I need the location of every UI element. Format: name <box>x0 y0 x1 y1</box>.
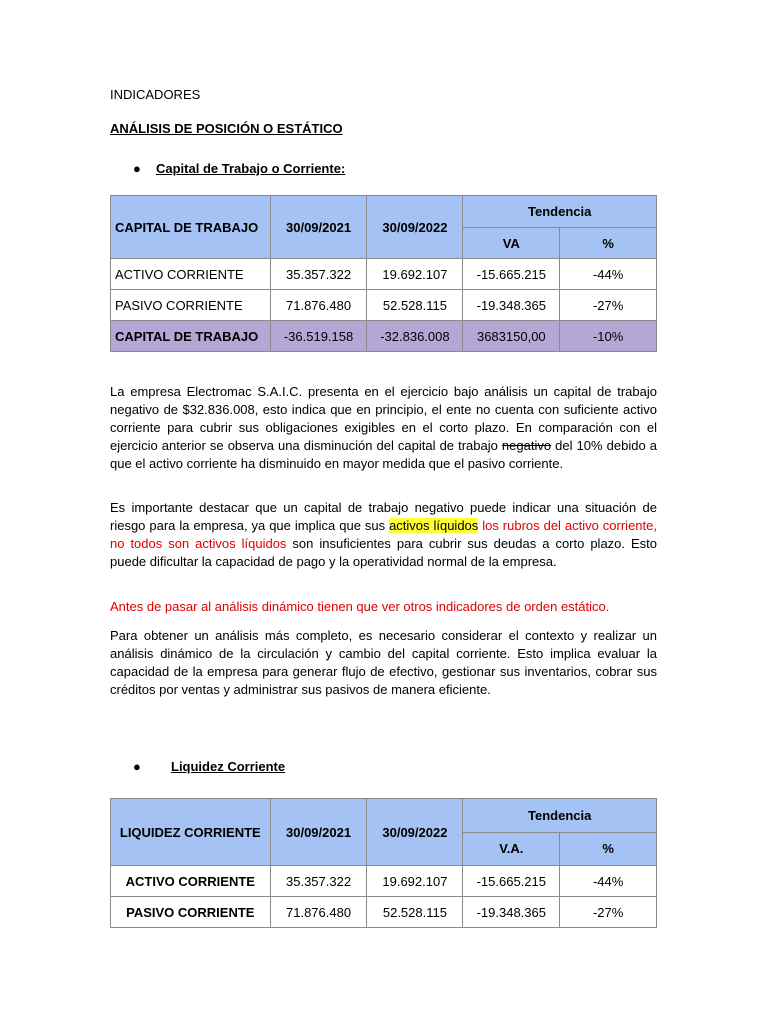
row-value: 19.692.107 <box>367 259 463 290</box>
row-label: CAPITAL DE TRABAJO <box>111 321 271 352</box>
table-row <box>111 259 657 290</box>
row-value: 52.528.115 <box>367 290 463 321</box>
row-value: 35.357.322 <box>270 866 367 897</box>
paragraph-2: Es importante destacar que un capital de trabajo negativo puede indicar una situación de riesgo para la empresa, ya que implica que sus activos líquidos los rubros del activo corriente, no todos son activos líquidos son insuficientes para cubrir sus deudas a corto plazo. Esto puede dificultar la capacidad de pago y la operatividad normal de la empresa. <box>110 500 658 569</box>
row-value: 35.357.322 <box>270 259 367 290</box>
table-header-date1: 30/09/2021 <box>270 196 367 259</box>
table-header-trend: Tendencia <box>463 799 657 833</box>
table-header-va: VA <box>463 228 560 259</box>
table-header-pct: % <box>560 228 657 259</box>
subsection-liquidez: Liquidez Corriente <box>171 759 286 774</box>
liquidez-table <box>110 798 657 928</box>
row-pct: -10% <box>560 321 657 352</box>
row-va: -15.665.215 <box>463 866 560 897</box>
paragraph-4: Para obtener un análisis más completo, es necesario considerar el contexto y realizar un análisis dinámico de la circulación y cambio del capital corriente. Esto implica evaluar la capacidad de la empresa para generar flujo de efectivo, gestionar sus inventarios, cobrar sus créditos por ventas y administrar sus pasivos de manera eficiente. <box>110 628 657 697</box>
row-pct: -44% <box>560 259 657 290</box>
doc-title: INDICADORES <box>110 87 201 102</box>
paragraph-3-note: Antes de pasar al análisis dinámico tienen que ver otros indicadores de orden estático. <box>110 599 610 614</box>
row-value: 52.528.115 <box>367 897 463 928</box>
table-header-trend: Tendencia <box>463 196 657 228</box>
table-header-label: LIQUIDEZ CORRIENTE <box>111 799 271 866</box>
table-header-label: CAPITAL DE TRABAJO <box>111 196 271 259</box>
row-label: ACTIVO CORRIENTE <box>111 866 271 897</box>
table-header-date2: 30/09/2022 <box>367 799 463 866</box>
table-row <box>111 897 657 928</box>
row-pct: -27% <box>560 290 657 321</box>
row-label: PASIVO CORRIENTE <box>111 897 271 928</box>
table-header-va: V.A. <box>463 832 560 866</box>
row-value: 71.876.480 <box>270 290 367 321</box>
section-heading: ANÁLISIS DE POSICIÓN O ESTÁTICO <box>110 121 343 136</box>
paragraph-1: La empresa Electromac S.A.I.C. presenta en el ejercicio bajo análisis un capital de trabajo negativo de $32.836.008, esto indica que en principio, el ente no cuenta con suficiente activo corriente para cubrir sus obligaciones exigibles en el corto plazo. En comparación con el ejercicio anterior se observa una disminución del capital de trabajo negativo del 10% debido a que el activo corriente ha disminuido en mayor medida que el pasivo corriente. <box>110 384 657 471</box>
table-header-date1: 30/09/2021 <box>270 799 367 866</box>
table-row <box>111 866 657 897</box>
row-va: -19.348.365 <box>463 897 560 928</box>
table-header-pct: % <box>560 832 657 866</box>
row-pct: -27% <box>560 897 657 928</box>
table-header-date2: 30/09/2022 <box>367 196 463 259</box>
row-va: 3683150,00 <box>463 321 560 352</box>
row-label: ACTIVO CORRIENTE <box>111 259 271 290</box>
row-label: PASIVO CORRIENTE <box>111 290 271 321</box>
row-value: 19.692.107 <box>367 866 463 897</box>
row-va: -15.665.215 <box>463 259 560 290</box>
row-value: 71.876.480 <box>270 897 367 928</box>
capital-trabajo-table <box>110 195 657 352</box>
table-row <box>111 290 657 321</box>
row-value: -32.836.008 <box>367 321 463 352</box>
bullet-icon: ● <box>133 759 141 774</box>
row-value: -36.519.158 <box>270 321 367 352</box>
row-pct: -44% <box>560 866 657 897</box>
table-row-total <box>111 321 657 352</box>
bullet-icon: ● <box>133 161 141 176</box>
row-va: -19.348.365 <box>463 290 560 321</box>
subsection-capital-trabajo: Capital de Trabajo o Corriente: <box>156 161 346 176</box>
